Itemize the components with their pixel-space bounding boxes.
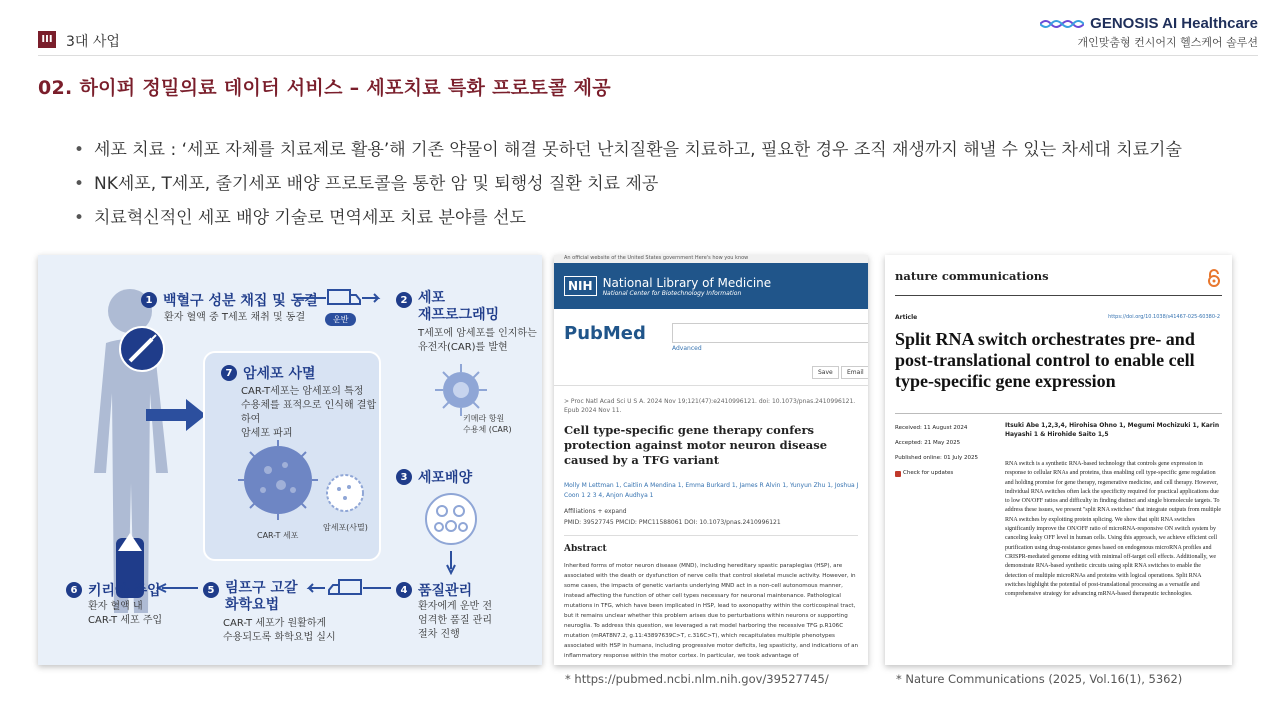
check-updates-icon	[895, 471, 901, 477]
bullet-item: • NK세포, T세포, 줄기세포 배양 프로토콜을 통한 암 및 퇴행성 질환 치료 제공	[74, 167, 1254, 201]
divider	[554, 385, 868, 386]
step1-desc: 환자 혈액 중 T세포 채취 및 동결	[164, 312, 306, 323]
step5-desc: CAR-T 세포가 원활하게 수용되도록 화학요법 실시	[223, 618, 336, 643]
nature-article-screenshot	[885, 255, 1232, 665]
transport-truck-icon	[296, 287, 386, 309]
pubmed-logo[interactable]: PubMed	[564, 323, 646, 344]
nature-caption: * Nature Communications (2025, Vol.16(1), 5362)	[896, 672, 1183, 686]
car-receptor-label: 키메라 항원 수용체 (CAR)	[463, 414, 512, 434]
author-list[interactable]: Molly M Lettman 1, Caitlin A Mendina 1, Emma Burkard 1, James R Alvin 1, Yunyun Zhu 1, Joshua J Coon 1 2 3 4, Anjon Audhya 1	[564, 482, 859, 499]
nlm-title: National Library of Medicine	[602, 275, 772, 290]
email-button[interactable]: Email	[841, 366, 868, 379]
car-t-process-diagram	[38, 255, 542, 665]
step4-title: 4 품질관리	[396, 580, 472, 600]
divider	[564, 535, 858, 536]
arrow-left-icon	[156, 583, 198, 593]
transport-label: 운반	[325, 313, 356, 326]
cart-cell-label: CAR-T 세포	[257, 531, 299, 540]
step3-title: 3 세포배양	[396, 467, 472, 487]
gov-banner: An official website of the United States government Here's how you know	[554, 255, 868, 263]
virus-cell-icon	[431, 360, 491, 420]
search-input[interactable]	[672, 323, 868, 343]
section-title: 3대 사업	[66, 34, 120, 50]
arrow-down-icon	[446, 551, 456, 575]
save-button[interactable]: Save	[812, 366, 839, 379]
bullet-list	[74, 133, 1254, 235]
brand-name: GENOSIS AI Healthcare	[1090, 15, 1258, 32]
nlm-subtitle: National Center for Biotechnology Information	[602, 289, 742, 297]
open-access-icon	[1207, 269, 1221, 287]
author-list: Itsuki Abe 1,2,3,4, Hirohisa Ohno 1, Megumi Mochizuki 1, Karin Hayashi 1 & Hirohide Saito 1,5	[1005, 422, 1220, 438]
nih-logo[interactable]: NIH	[564, 276, 597, 296]
step2-desc: T세포에 암세포를 인지하는 유전자(CAR)를 발현	[418, 328, 537, 353]
nih-header	[554, 263, 868, 309]
journal-brand: nature communications	[895, 269, 1049, 283]
brand-subtitle: 개인맞춤형 컨시어지 헬스케어 솔루션	[1077, 36, 1258, 49]
advanced-link[interactable]: Advanced	[672, 345, 702, 352]
dead-cell-label: 암세포(사멸)	[323, 523, 368, 532]
divider	[895, 295, 1222, 296]
step5-title: 5 림프구 고갈 화학요법	[203, 580, 298, 614]
abstract-text: RNA switch is a synthetic RNA-based technology that controls gene expression in response to cellular RNAs and proteins, thus enabling cell type-specific gene regulation and holding promise for gene therapy, regenerative medicine, and cell therapy. However, individual RNA switches often lack the specificity required for practical applications due to low ON/OFF ratios and difficulty in finding distinct and single biomolecule targets. To address these issues, we present "split RNA switches" that integrate outputs from multiple RNA switches by exploiting protein splicing. We show that split RNA switches significantly improve the ON/OFF ratio of microRNA-responsive ON switch system by canceling leaky OFF level in human cells. Using this approach, we achieve efficient cell purification using drug-resistance genes based on endogenous microRNA profiles and CRISPR-mediated genome editing with minimal off-target cell effects. Additionally, we demonstrate RNA-based synthetic circuits using split RNA switches to enable the detection of multiple microRNAs and proteins with logical operations. Split RNA switches highlight the potential of post-translational processing as a versatile and comprehensive strategy for advancing mRNA-based therapeutic technologies.	[1005, 461, 1222, 598]
page-title: 02. 하이퍼 정밀의료 데이터 서비스 – 세포치료 특화 프로토콜 제공	[38, 77, 611, 99]
doi-link[interactable]: https://doi.org/10.1038/s41467-025-60380-2	[1108, 314, 1220, 320]
brand-logo	[1040, 15, 1258, 32]
received-date: Received: 11 August 2024	[895, 425, 968, 431]
section-number-badge: III	[38, 31, 56, 48]
accepted-date: Accepted: 21 May 2025	[895, 440, 961, 446]
step7-title: 7 암세포 사멸	[221, 363, 316, 383]
step2-title: 2 세포 재프로그래밍	[396, 290, 499, 324]
article-type: Article	[895, 314, 918, 321]
pubmed-caption: * https://pubmed.ncbi.nlm.nih.gov/39527745/	[565, 672, 829, 686]
transport-truck-icon	[303, 577, 391, 599]
step7-desc: CAR-T세포는 암세포의 특정 수용체를 표적으로 인식해 결합하여 암세포 파괴	[241, 386, 377, 439]
step6-title: 6 키리아 주입	[66, 580, 161, 600]
step1-title: 1 백혈구 성분 채집 및 동결	[141, 290, 318, 310]
divider	[895, 413, 1222, 414]
header-divider	[38, 55, 1258, 56]
article-title: Cell type-specific gene therapy confers protection against motor neuron disease caused by a TFG variant	[564, 423, 828, 467]
culture-dish-icon	[423, 491, 479, 547]
abstract-heading: Abstract	[564, 544, 607, 554]
affiliations-toggle[interactable]: Affiliations + expand	[564, 508, 627, 515]
dead-cancer-cell-icon	[323, 471, 367, 515]
bullet-item: • 치료혁신적인 세포 배양 기술로 면역세포 치료 분야를 선도	[74, 201, 1254, 235]
syringe-icon	[118, 325, 166, 373]
article-title: Split RNA switch orchestrates pre- and post-translational control to enable cell type-specific gene expression	[895, 329, 1195, 391]
arrow-to-body-icon	[146, 395, 206, 435]
step4-desc: 환자에게 운반 전 엄격한 품질 관리 절차 진행	[418, 601, 492, 640]
published-date: Published online: 01 July 2025	[895, 455, 978, 461]
step6-desc: 환자 혈액 내 CAR-T 세포 주입	[88, 601, 163, 626]
pubmed-screenshot	[554, 255, 868, 665]
dna-wave-icon	[1040, 18, 1084, 30]
citation-line[interactable]: > Proc Natl Acad Sci U S A. 2024 Nov 19;121(47):e2410996121. doi: 10.1073/pnas.2410996121. Epub 2024 Nov 11.	[564, 398, 856, 414]
publication-dates	[895, 421, 995, 481]
cancer-cell-icon	[233, 435, 323, 525]
abstract-text: Inherited forms of motor neuron disease (MND), including hereditary spastic paraplegias (HSP), are associated with the death or dysfunction of nerve cells that control skeletal muscle activity. However, in some cases, the impacts of genetic variants underlying MND act in a non-cell autonomous manner, instead affecting the function of other cell types necessary for neuronal maintenance. Pathological mutations in TFG, which have been implicated in HSP, lead to axonopathy within the corticospinal tract, but it remains unclear whether this problem arises due to perturbations within neurons or supporting neuroglia. To address this question, we leveraged a rat model harboring the recessive TFG p.R106C mutation (mRAT8N7.2, g.11:43897639C>T, c.316C>T), which recapitulates multiple phenotypes associated with HSP in humans, including progressive motor deficits, leg spasticity, and indications of an inflammatory response within the motor cortex. In particular, we took advantage of	[564, 563, 859, 659]
article-ids: PMID: 39527745 PMCID: PMC11588061 DOI: 10.1073/pnas.2410996121	[564, 519, 781, 526]
check-updates-link[interactable]: Check for updates	[895, 466, 995, 481]
cancer-kill-box	[203, 351, 381, 561]
bullet-item: • 세포 치료 : ‘세포 자체를 치료제로 활용’해 기존 약물이 해결 못하던 난치질환을 치료하고, 필요한 경우 조직 재생까지 해낼 수 있는 차세대 치료기술	[74, 133, 1254, 167]
